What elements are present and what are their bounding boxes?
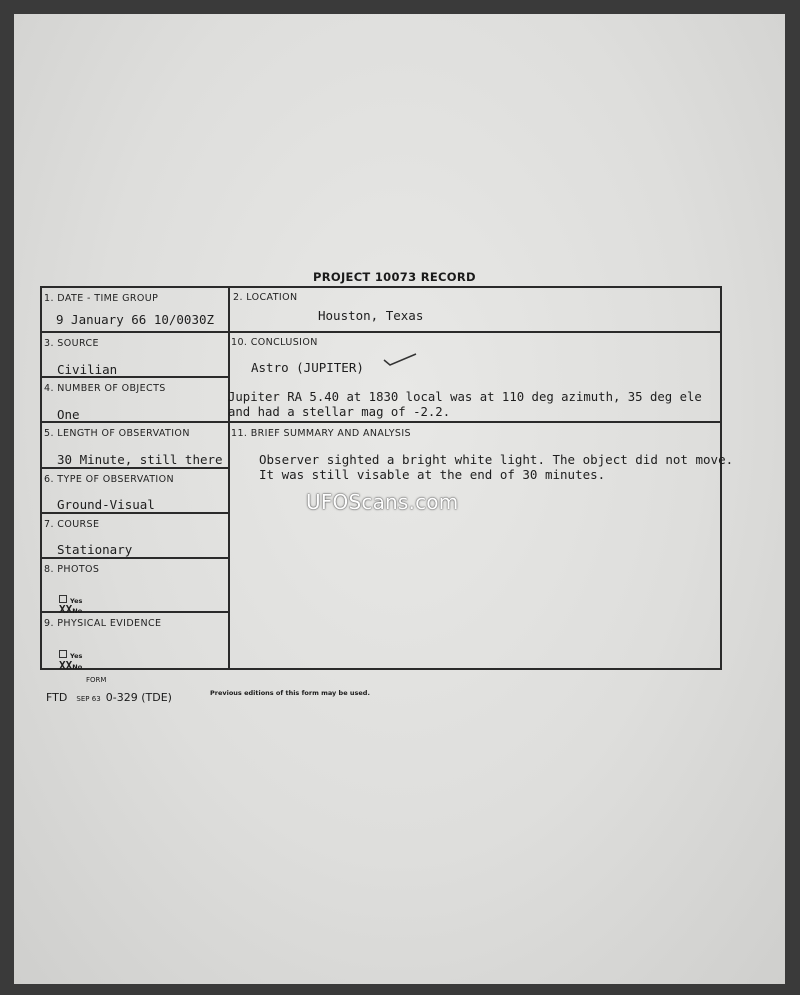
date-time-label: 1. DATE - TIME GROUP [44,293,159,304]
location-label: 2. LOCATION [233,292,298,303]
conclusion-note-line1: Jupiter RA 5.40 at 1830 local was at 110 deg azimuth, 35 deg ele [228,390,702,404]
physical-evidence-no-mark: XX [59,659,73,672]
form-border-right [720,286,722,670]
paper-sheet [14,14,785,984]
left-divider-5 [40,512,228,514]
physical-evidence-label: 9. PHYSICAL EVIDENCE [44,618,162,629]
type-of-observation-value: Ground-Visual [57,497,155,512]
physical-evidence-no-text: No [72,663,83,671]
location-value: Houston, Texas [318,308,424,323]
left-divider-6 [40,557,228,559]
course-label: 7. COURSE [44,519,100,530]
left-divider-4 [40,467,228,469]
length-of-observation-value: 30 Minute, still there [57,452,223,467]
summary-line1: Observer sighted a bright white light. The object did not move. [259,452,734,467]
type-of-observation-label: 6. TYPE OF OBSERVATION [44,474,174,485]
footer-form-code: FTD [46,691,68,704]
photos-no-option [59,598,82,617]
form-border-bottom [40,668,722,670]
photos-label: 8. PHOTOS [44,564,100,575]
number-of-objects-value: One [57,407,80,422]
number-of-objects-label: 4. NUMBER OF OBJECTS [44,383,166,394]
photos-no-text: No [72,607,83,615]
footer-form-id [46,686,172,705]
photos-yes-text: Yes [70,597,83,605]
conclusion-value: Astro (JUPITER) [251,360,364,375]
summary-line2: It was still visable at the end of 30 minutes. [259,467,606,482]
watermark-text: UFOScans.com [306,490,459,514]
photos-no-mark: XX [59,603,73,616]
conclusion-note-line2: and had a stellar mag of -2.2. [228,405,451,419]
footer-form-label: FORM [86,676,107,684]
right-divider-1 [228,331,722,333]
footer-notice: Previous editions of this form may be used. [210,689,370,697]
summary-label: 11. BRIEF SUMMARY AND ANALYSIS [231,428,411,439]
physical-evidence-yes-text: Yes [70,652,83,660]
form-column-divider [228,286,230,670]
footer-form-date: SEP 63 [76,695,101,703]
right-divider-2 [228,421,722,423]
form-border-top [40,286,722,288]
left-divider-1 [40,331,228,333]
length-of-observation-label: 5. LENGTH OF OBSERVATION [44,428,190,439]
form-title: PROJECT 10073 RECORD [313,270,476,284]
conclusion-label: 10. CONCLUSION [231,337,318,348]
footer-form-number: 0-329 (TDE) [105,691,172,704]
checkmark-icon [382,352,418,368]
course-value: Stationary [57,542,133,557]
source-label: 3. SOURCE [44,338,99,349]
date-time-value: 9 January 66 10/0030Z [56,312,215,327]
source-value: Civilian [57,362,118,377]
physical-evidence-no-option [59,654,82,673]
